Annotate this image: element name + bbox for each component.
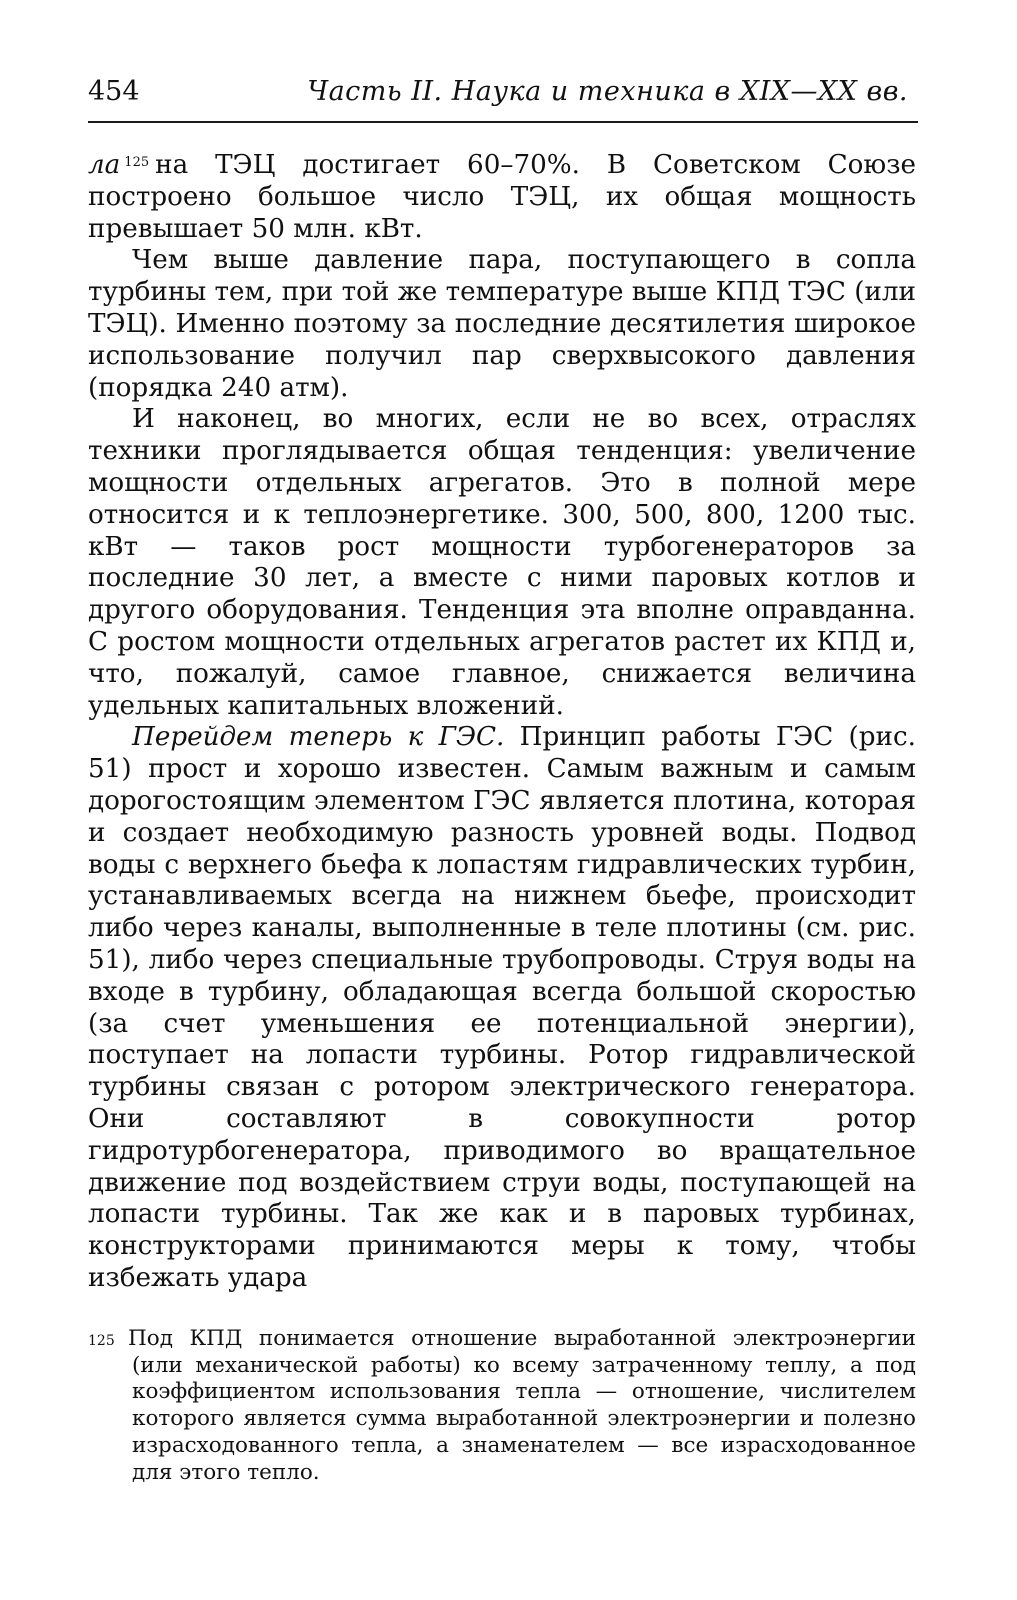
paragraph-text: Чем выше давление пара, поступающего в сопла турбины тем, при той же температуре выше КПД ТЭС (или ТЭЦ). Именно поэтому за последние десятилетия широкое использование получил пар сверхвысокого давления (порядка 240 атм).: [88, 245, 916, 403]
paragraph-text: Принцип работы ГЭС (рис. 51) прост и хорошо известен. Самым важным и самым дорогостоящим элементом ГЭС является плотина, которая и создает необходимую разность уровней воды. Подвод воды с верхнего бьефа к лопастям гидравлических турбин, устанавливаемых всегда на нижнем бьефе, происходит либо через каналы, выполненные в теле плотины (см. рис. 51), либо через специальные трубопроводы. Струя воды на входе в турбину, обладающая всегда большой скоростью (за счет уменьшения ее потенциальной энергии), поступает на лопасти турбины. Ротор гидравлической турбины связан с ротором электрического генератора. Они составляют в совокупности ротор гидротурбогенератора, приводимого во вращательное движение под воздействием струи воды, поступающей на лопасти турбины. Так же как и в паровых турбинах, конструкторами принимаются меры к тому, чтобы избежать удара: [88, 722, 916, 1293]
paragraph-1: [88, 150, 916, 245]
paragraph-text: И наконец, во многих, если не во всех, отраслях техники проглядывается общая тенденция: увеличение мощности отдельных агрегатов. Это в полной мере относится и к теплоэнергетике. 300, 500, 800, 1200 тыс. кВт — таков рост мощности турбогенераторов за последние 30 лет, а вместе с ними паровых котлов и другого оборудования. Тенденция эта вполне оправданна. С ростом мощности отдельных агрегатов растет их КПД и, что, пожалуй, самое главное, снижается величина удельных капитальных вложений.: [88, 404, 916, 721]
footnote-paragraph: [88, 1326, 916, 1486]
page-header: [88, 76, 916, 116]
main-text: [88, 150, 916, 1295]
header-rule: [88, 121, 918, 123]
running-head: Часть II. Наука и техника в XIX—XX вв.: [307, 76, 908, 107]
page-number: 454: [88, 76, 140, 107]
footnote-number: 125: [88, 1333, 115, 1349]
footnote-text: Под КПД понимается отношение выработанной электроэнергии (или механической работы) ко всему затраченному теплу, а под коэффициентом использования тепла — отношение, числителем которого является сумма выработанной электроэнергии и полезно израсходованного тепла, а знаменателем — все израсходованное для этого тепло.: [128, 1326, 916, 1485]
paragraph-italic-lead: Перейдем теперь к ГЭС.: [132, 722, 505, 753]
paragraph-2: [88, 245, 916, 404]
footnote-reference[interactable]: 125: [124, 155, 150, 170]
paragraph-text: на ТЭЦ достигает 60–70%. В Советском Союзе построено большое число ТЭЦ, их общая мощность превышает 50 млн. кВт.: [88, 150, 916, 244]
paragraph-lead-word: ла: [88, 150, 121, 180]
paragraph-3: [88, 404, 916, 722]
footnote: [88, 1326, 916, 1486]
paragraph-4: [88, 722, 916, 1294]
